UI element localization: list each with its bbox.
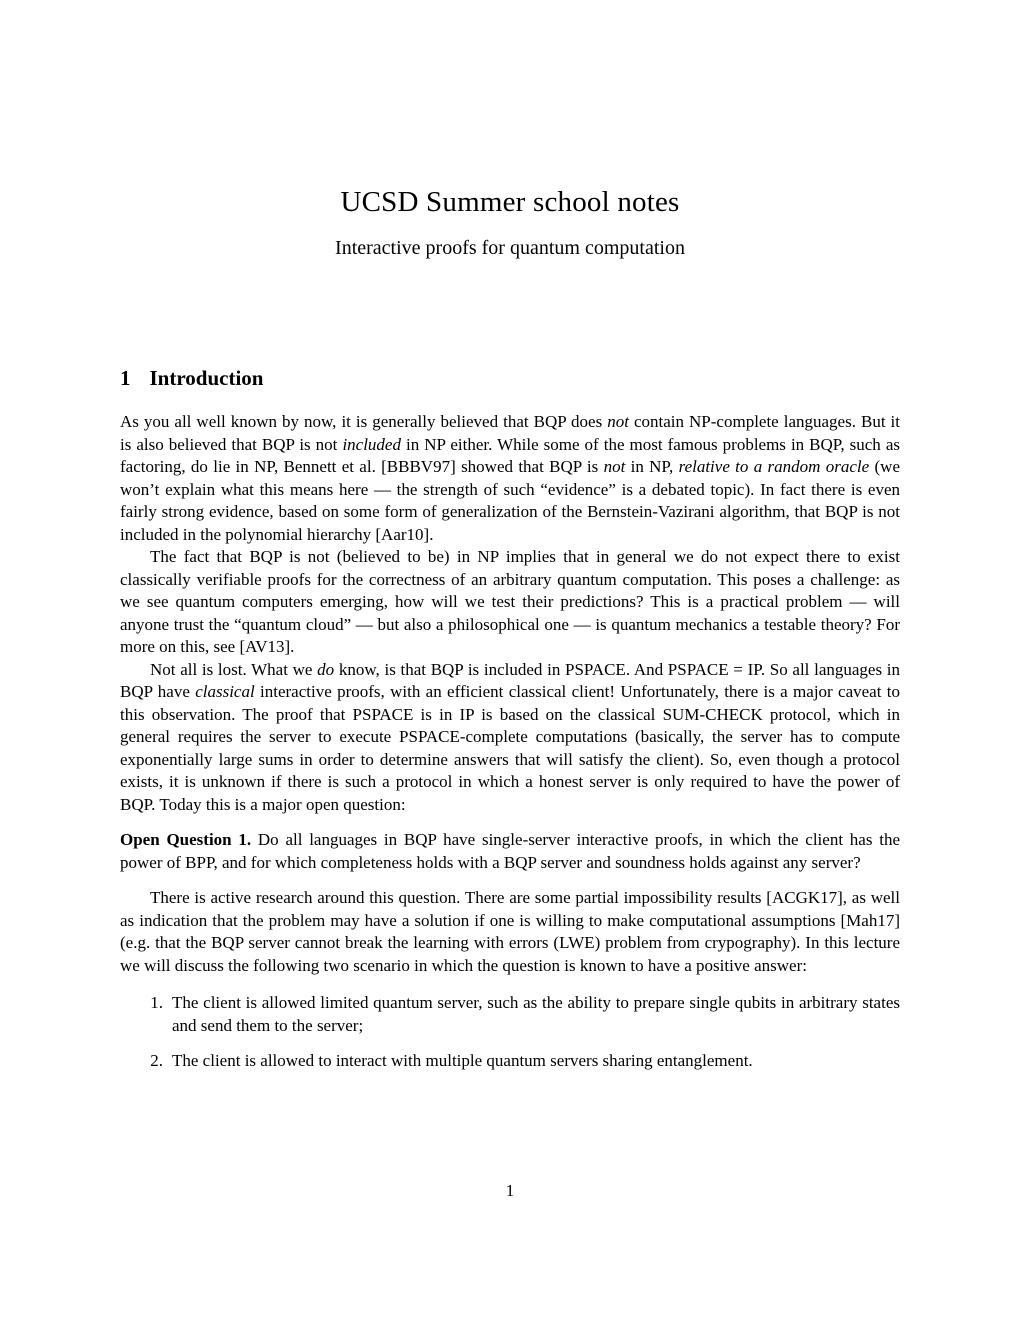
list-item-1 [146, 992, 900, 1037]
text-segment-italic: relative to a random oracle [678, 457, 870, 476]
text-segment-italic: classical [195, 682, 255, 701]
page-number: 1 [505, 1181, 515, 1200]
text-segment: contain NP-complete languages. But it is also believed that BQP is not [120, 412, 900, 454]
enumerated-list [120, 992, 900, 1073]
title-block [120, 186, 900, 260]
paragraph-intro-1 [120, 411, 900, 546]
text-segment: As you all well known by now, it is generally believed that BQP does [120, 412, 608, 431]
text-segment: know, is that BQP is included in PSPACE. And PSPACE = IP. So all languages in BQP have [120, 659, 900, 701]
section-title: Introduction [149, 366, 264, 390]
text-segment: (we won’t explain what this means here — the strength of such “evidence” is a debated topic). In fact there is even fairly strong evidence, based on some form of generalization of the Bernstein-Vazirani algorithm, that BQP is not included in the polynomial hierarchy [Aar10]. [120, 457, 901, 544]
open-question-block [120, 829, 900, 874]
section-heading [120, 366, 900, 391]
paragraph-intro-3 [120, 659, 900, 817]
open-question-label: Open Question 1. [120, 830, 252, 849]
text-segment: Not all is lost. What we [150, 659, 318, 679]
section-number: 1 [120, 366, 131, 390]
list-item-text: The client is allowed to interact with multiple quantum servers sharing entanglement. [172, 1051, 753, 1070]
list-item-text: The client is allowed limited quantum server, such as the ability to prepare single qubits in arbitrary states and send them to the server; [172, 993, 900, 1035]
text-segment: in NP, [625, 457, 679, 476]
text-segment: in NP either. While some of the most famous problems in BQP, such as factoring, do lie in NP, Bennett et al. [BBBV97] showed that BQP is [120, 434, 900, 476]
open-question-body: Do all languages in BQP have single-server interactive proofs, in which the client has the power of BPP, and for which completeness holds with a BQP server and soundness holds against any server? [120, 830, 901, 872]
text-segment-italic: not [603, 457, 626, 476]
list-item-2 [146, 1050, 900, 1073]
text-segment: interactive proofs, with an efficient classical client! Unfortunately, there is a major caveat to this observation. The proof that PSPACE is in IP is based on the classical SUM-CHECK protocol, which in general requires the server to execute PSPACE-complete computations (basically, the server has to compute exponentially large sums in order to determine answers that will satisfy the client). So, even though a protocol exists, it is unknown if there is such a protocol in which a honest server is only required to have the power of BQP. Today this is a major open question: [120, 682, 900, 814]
page-subtitle: Interactive proofs for quantum computation [335, 237, 685, 259]
page-title: UCSD Summer school notes [340, 186, 680, 218]
list-item-marker: 2. [150, 1051, 163, 1070]
text-segment-italic: do [317, 659, 335, 679]
text-segment-italic: included [342, 434, 401, 454]
paragraph-intro-2: The fact that BQP is not (believed to be) in NP implies that in general we do not expect there to exist classically verifiable proofs for the correctness of an arbitrary quantum computation. This poses a challenge: as we see quantum computers emerging, how will we test their predictions? This is a practical problem — will anyone trust the “quantum cloud” — but also a philosophical one — is quantum mechanics a testable theory? For more on this, see [AV13]. [120, 547, 900, 656]
paragraph-intro-4: There is active research around this question. There are some partial impossibility results [ACGK17], as well as indication that the problem may have a solution if one is willing to make computational assumptions [Mah17] (e.g. that the BQP server cannot break the learning with errors (LWE) problem from crypography). In this lecture we will discuss the following two scenario in which the question is known to have a positive answer: [120, 888, 900, 975]
text-segment-italic: not [607, 412, 629, 431]
list-item-marker: 1. [150, 993, 163, 1012]
